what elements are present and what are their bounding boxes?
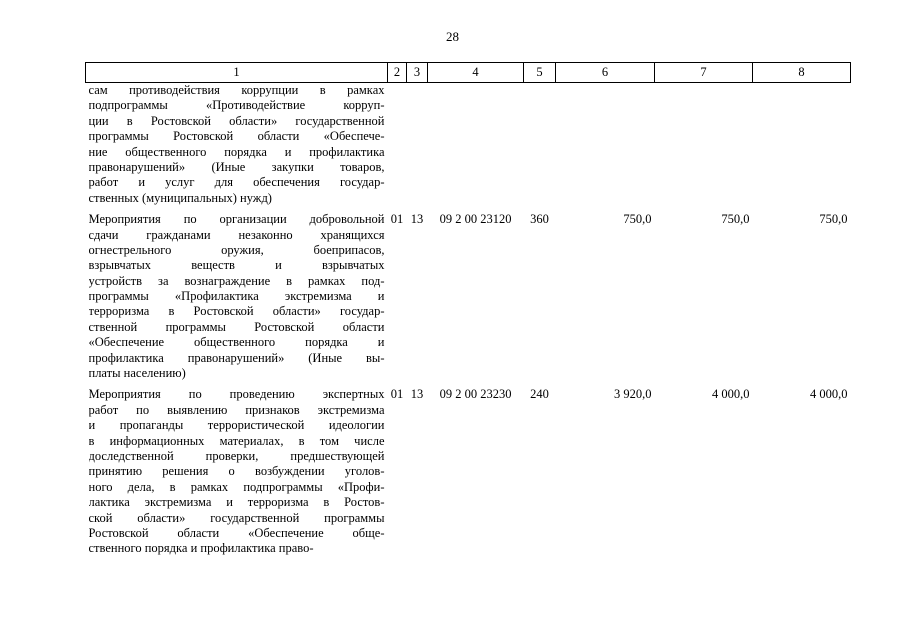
section-code: 01: [390, 387, 404, 402]
column-header: 5: [524, 63, 556, 83]
section-code: 01: [390, 212, 404, 227]
column-header: 1: [86, 63, 388, 83]
table-row: [86, 212, 851, 381]
description-line: доследственной проверки, предшествующей: [88, 448, 385, 463]
table-row: [86, 387, 851, 556]
column-header: 3: [407, 63, 428, 83]
page-number: 28: [446, 29, 459, 44]
column-header: 2: [388, 63, 407, 83]
expense-type-code: 240: [530, 387, 549, 402]
description-line: ного дела, в рамках подпрограммы «Профи-: [88, 479, 385, 494]
description-line: программы Ростовской области «Обеспече-: [88, 129, 385, 144]
amount-col-8: 750,0: [819, 212, 848, 227]
description-line: профилактика правонарушений» (Иные вы-: [88, 350, 385, 365]
subsection-code: 13: [410, 212, 424, 227]
subsection-code: [407, 83, 428, 207]
description-line: огнестрельного оружия, боеприпасов,: [88, 242, 385, 257]
description-line: устройств за вознаграждение в рамках под-: [88, 273, 385, 288]
target-article-code: 09 2 00 23230: [439, 387, 512, 402]
description-line: платы населению): [88, 366, 186, 381]
description-line: Ростовской области «Обеспечение обще-: [88, 525, 385, 540]
column-header: 4: [428, 63, 524, 83]
description-line: ции в Ростовской области» государственной: [88, 113, 385, 128]
description-line: работ и услуг для обеспечения государ-: [88, 175, 385, 190]
amount-col-7: 750,0: [721, 212, 750, 227]
description-line: правонарушений» (Иные закупки товаров,: [88, 159, 385, 174]
description-line: ской области» государственной программы: [88, 510, 385, 525]
column-header: 6: [556, 63, 655, 83]
amount-col-6: 3 920,0: [614, 387, 652, 402]
description-line: принятию решения о возбуждении уголов-: [88, 464, 385, 479]
amount-col-7: 4 000,0: [712, 387, 750, 402]
description-line: в информационных материалах, в том числе: [88, 433, 385, 448]
description-line: и пропаганды террористической идеологии: [88, 418, 385, 433]
column-header: 8: [753, 63, 851, 83]
subsection-code: 13: [410, 387, 424, 402]
description-line: взрывчатых веществ и взрывчатых: [88, 258, 385, 273]
amount-col-7: [655, 83, 753, 207]
description-line: подпрограммы «Противодействие корруп-: [88, 98, 385, 113]
row-description: [86, 387, 388, 556]
description-line: работ по выявлению признаков экстремизма: [88, 402, 385, 417]
expense-type-code: [524, 83, 556, 207]
target-article-code: [428, 83, 524, 207]
description-line: Мероприятия по проведению экспертных: [88, 387, 385, 402]
description-line: сам противодействия коррупции в рамках: [88, 83, 385, 97]
description-line: лактика экстремизма и терроризма в Ростов-: [88, 495, 385, 510]
amount-col-8: 4 000,0: [810, 387, 848, 402]
description-line: ние общественного порядка и профилактика: [88, 144, 385, 159]
row-description: [86, 83, 388, 207]
amount-col-6: [556, 83, 655, 207]
amount-col-8: [753, 83, 851, 207]
amount-col-6: 750,0: [623, 212, 652, 227]
description-line: «Обеспечение общественного порядка и: [88, 335, 385, 350]
expense-type-code: 360: [530, 212, 549, 227]
table-row: [86, 83, 851, 207]
row-description: [86, 212, 388, 381]
description-line: сдачи гражданами незаконно хранящихся: [88, 227, 385, 242]
description-line: терроризма в Ростовской области» государ-: [88, 304, 385, 319]
section-code: [388, 83, 407, 207]
column-header: 7: [655, 63, 753, 83]
table-body: [86, 83, 851, 557]
description-line: ственной программы Ростовской области: [88, 319, 385, 334]
description-line: Мероприятия по организации добровольной: [88, 212, 385, 227]
description-line: программы «Профилактика экстремизма и: [88, 289, 385, 304]
target-article-code: 09 2 00 23120: [439, 212, 512, 227]
description-line: ственного порядка и профилактика право-: [88, 541, 314, 556]
budget-table: [85, 62, 851, 557]
description-line: ственных (муниципальных) нужд): [88, 190, 272, 205]
header-row: [86, 63, 851, 83]
